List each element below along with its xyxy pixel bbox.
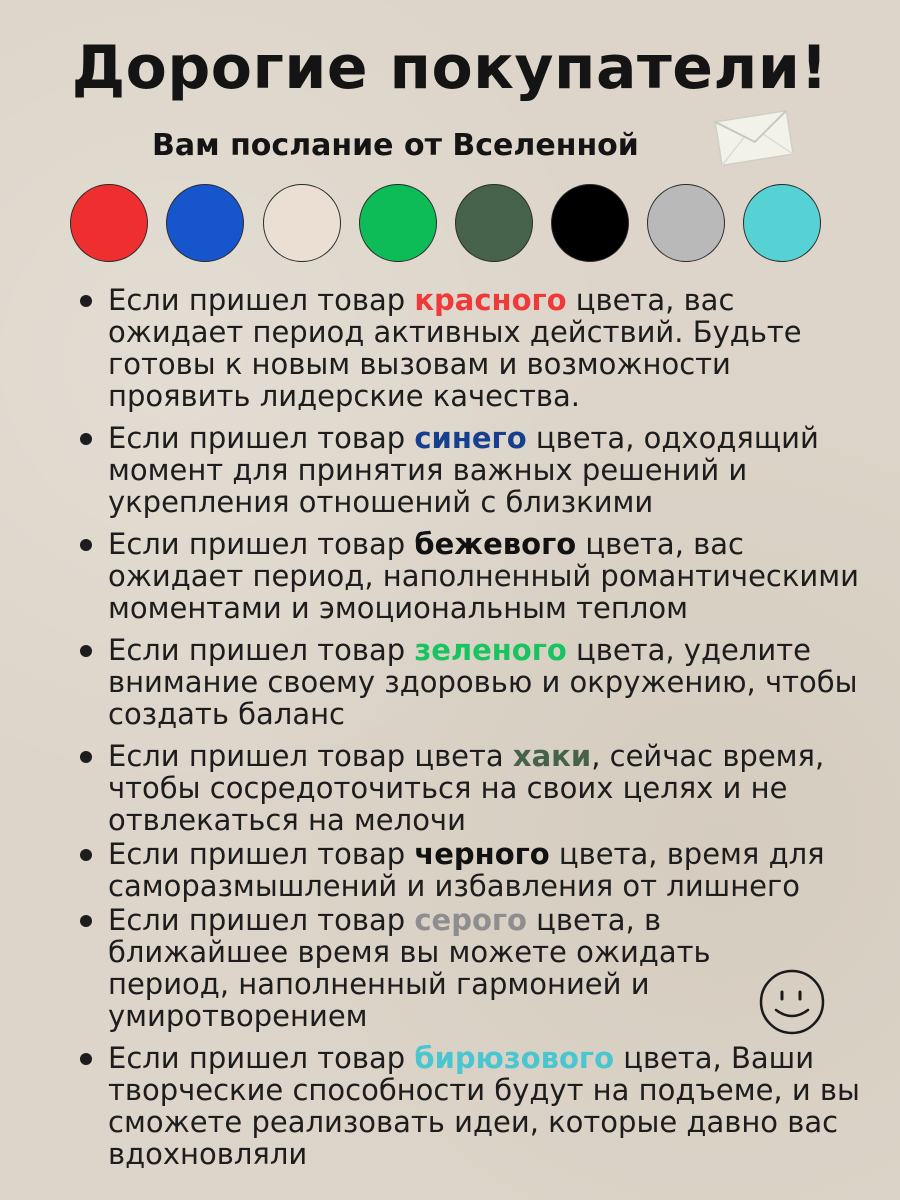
color-word: черного (414, 837, 550, 871)
list-item-khaki (80, 740, 860, 836)
item-text: цвета, Ваши творческие способности будут на подъеме, и вы сможете реализовать идеи, которые давно вас вдохновляли (108, 1041, 860, 1171)
bullet-icon (80, 915, 92, 927)
bullet-icon (80, 1053, 92, 1065)
swatch-blue (166, 184, 244, 262)
item-text: , сейчас время, чтобы сосредоточиться на своих целях и не отвлекаться на мелочи (108, 739, 825, 837)
page-title: Дорогие покупатели! (71, 33, 829, 103)
list-item-green (80, 634, 860, 730)
color-word: синего (414, 421, 527, 455)
item-text: Если пришел товар (108, 1041, 415, 1075)
color-word: бирюзового (414, 1041, 614, 1075)
bullet-icon (80, 295, 92, 307)
bullet-icon (80, 751, 92, 763)
color-word: зеленого (414, 633, 567, 667)
list-item-beige (80, 528, 860, 624)
swatch-turquoise (743, 184, 821, 262)
bullet-icon (80, 433, 92, 445)
color-word: серого (414, 903, 527, 937)
bullet-icon (80, 645, 92, 657)
item-text: Если пришел товар (108, 837, 415, 871)
swatch-gray (647, 184, 725, 262)
list-item-blue (80, 422, 860, 518)
item-text: цвета, в ближайшее время вы можете ожидать период, наполненный гармонией и умиротворением (108, 903, 711, 1033)
swatch-beige (263, 184, 341, 262)
color-meanings-list (80, 284, 860, 1170)
item-text: Если пришел товар (108, 633, 415, 667)
envelope-icon (708, 104, 800, 170)
item-text: Если пришел товар цвета (108, 739, 513, 773)
swatch-khaki (455, 184, 533, 262)
color-word: бежевого (414, 527, 577, 561)
item-text: цвета, вас ожидает период, наполненный романтическими моментами и эмоциональным теплом (108, 527, 859, 625)
smiley-face-icon (756, 966, 828, 1038)
item-text: Если пришел товар (108, 903, 415, 937)
bullet-icon (80, 849, 92, 861)
subtitle: Вам послание от Вселенной (152, 128, 639, 163)
color-word: красного (414, 283, 567, 317)
list-item-turquoise (80, 1042, 860, 1170)
color-word: хаки (512, 739, 592, 773)
list-item-black (80, 838, 860, 902)
list-item-red (80, 284, 860, 412)
item-text: Если пришел товар (108, 283, 415, 317)
list-item-gray (80, 904, 860, 1032)
swatch-red (70, 184, 148, 262)
swatch-black (551, 184, 629, 262)
bullet-icon (80, 539, 92, 551)
swatch-green (359, 184, 437, 262)
item-text: цвета, вас ожидает период активных действий. Будьте готовы к новым вызовам и возможности проявить лидерские качества. (108, 283, 802, 413)
item-text: цвета, время для саморазмышлений и избавления от лишнего (108, 837, 825, 903)
item-text: Если пришел товар (108, 527, 415, 561)
color-swatches (70, 184, 830, 264)
item-text: цвета, уделите внимание своему здоровью и окружению, чтобы создать баланс (108, 633, 858, 731)
item-text: Если пришел товар (108, 421, 415, 455)
item-text: цвета, одходящий момент для принятия важных решений и укрепления отношений с близкими (108, 421, 819, 519)
